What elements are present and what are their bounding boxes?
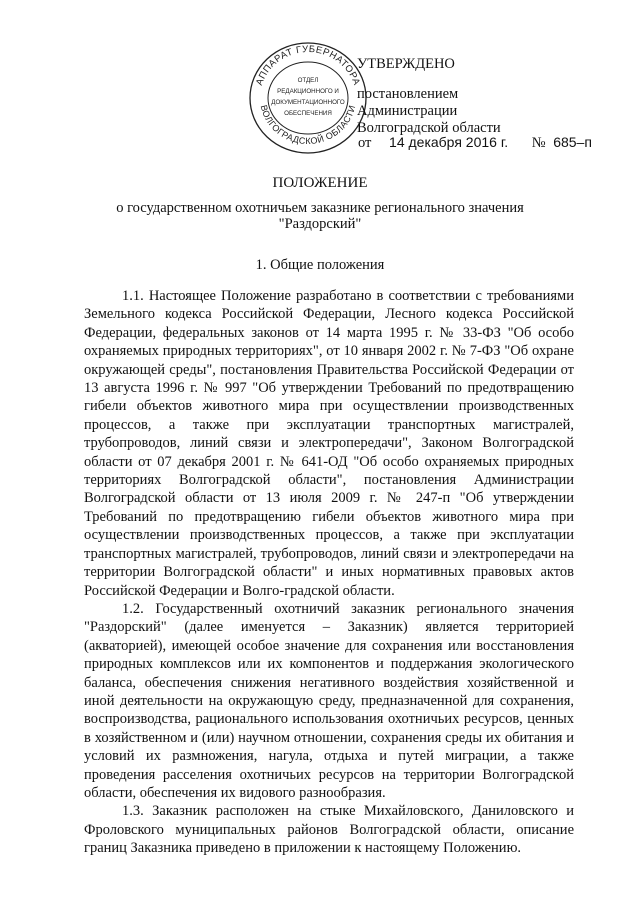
paragraph-1-1: 1.1. Настоящее Положение разработано в соответствии с требованиями Земельного кодекса Российской Федерации, Лесного кодекса Российской Федерации, федеральных законов от 14 марта 1995 г. № 33-ФЗ "Об особо охраняемых природных территориях", от 10 января 2002 г. № 7-ФЗ "Об охране окружающей среды", постановления Правительства Российской Федерации от 13 августа 1996 г. № 997 "Об утверждении Требований по предотвращению гибели объектов животного мира при осуществлении производственных процессов, а также при эксплуатации транспортных магистралей, трубопроводов, линий связи и электропередачи", Законом Волгоградской области от 07 декабря 2001 г. № 641-ОД "Об особо охраняемых природных территориях Волгоградской области", постановления Администрации Волгоградской области от 13 июля 2009 г. № 247-п "Об утверждении Требований по предотвращению гибели объектов животного мира при осуществлении производственных процессов, а также при эксплуатации транспортных магистралей, трубопроводов, линий связи и электропередачи на территории Волгоградской области" и иных нормативных правовых актов Российской Федерации и Волго-градской области. bbox=[84, 288, 574, 599]
date-prefix: от bbox=[358, 135, 372, 151]
approval-line-region: Волгоградской области bbox=[357, 120, 501, 136]
official-stamp bbox=[246, 38, 370, 154]
section-title: 1. Общие положения bbox=[255, 257, 385, 273]
stamp-center-line-4: ОБЕСПЕЧЕНИЯ bbox=[284, 110, 332, 117]
approval-date: 14 декабря 2016 г. bbox=[389, 134, 509, 150]
stamp-ring-top: АППАРАТ ГУБЕРНАТОРА bbox=[254, 43, 362, 87]
document-subtitle-line-2: "Раздорский" bbox=[278, 216, 362, 232]
approval-heading: УТВЕРЖДЕНО bbox=[357, 56, 455, 72]
number-label: № bbox=[531, 135, 546, 151]
document-subtitle-line-1: о государственном охотничьем заказнике регионального значения bbox=[116, 200, 524, 216]
decree-number: 685–п bbox=[553, 134, 592, 150]
document-title: ПОЛОЖЕНИЕ bbox=[272, 175, 368, 191]
paragraph-1-2: 1.2. Государственный охотничий заказник регионального значения "Раздорский" (далее именуется – Заказник) является территорией (акваторией), имеющей особое значение для сохранения или восстановления природных комплексов или их компонентов и поддержания экологического баланса, обеспечения снижения негативного воздействия хозяйственной и иной деятельности на окружающую среду, предназначенной для сохранения, воспроизводства, рационального использования охотничьих ресурсов, ценных в хозяйственном и (или) научном отношении, сохранения среды их обитания и условий их размножения, нагула, отдыха и путей миграции, а также проведения расселения охотничьих ресурсов на территории Волгоградской области, обеспечения их видового разнообразия. bbox=[84, 600, 574, 801]
approval-block bbox=[357, 56, 501, 137]
approval-date-line bbox=[358, 134, 592, 152]
stamp-center-line-3: ДОКУМЕНТАЦИОННОГО bbox=[271, 99, 345, 106]
stamp-center-line-1: ОТДЕЛ bbox=[297, 77, 319, 84]
approval-line-decree: постановлением bbox=[357, 86, 459, 102]
stamp-ring-bottom: ВОЛГОГРАДСКОЙ ОБЛАСТИ bbox=[258, 103, 358, 147]
paragraph-1-3: 1.3. Заказник расположен на стыке Михайловского, Даниловского и Фроловского муниципальных районов Волгоградской области, описание границ Заказника приведено в приложении к настоящему Положению. bbox=[84, 803, 574, 857]
document-body bbox=[84, 287, 574, 858]
approval-line-administration: Администрации bbox=[357, 103, 458, 119]
stamp-center-line-2: РЕДАКЦИОННОГО И bbox=[277, 88, 339, 95]
